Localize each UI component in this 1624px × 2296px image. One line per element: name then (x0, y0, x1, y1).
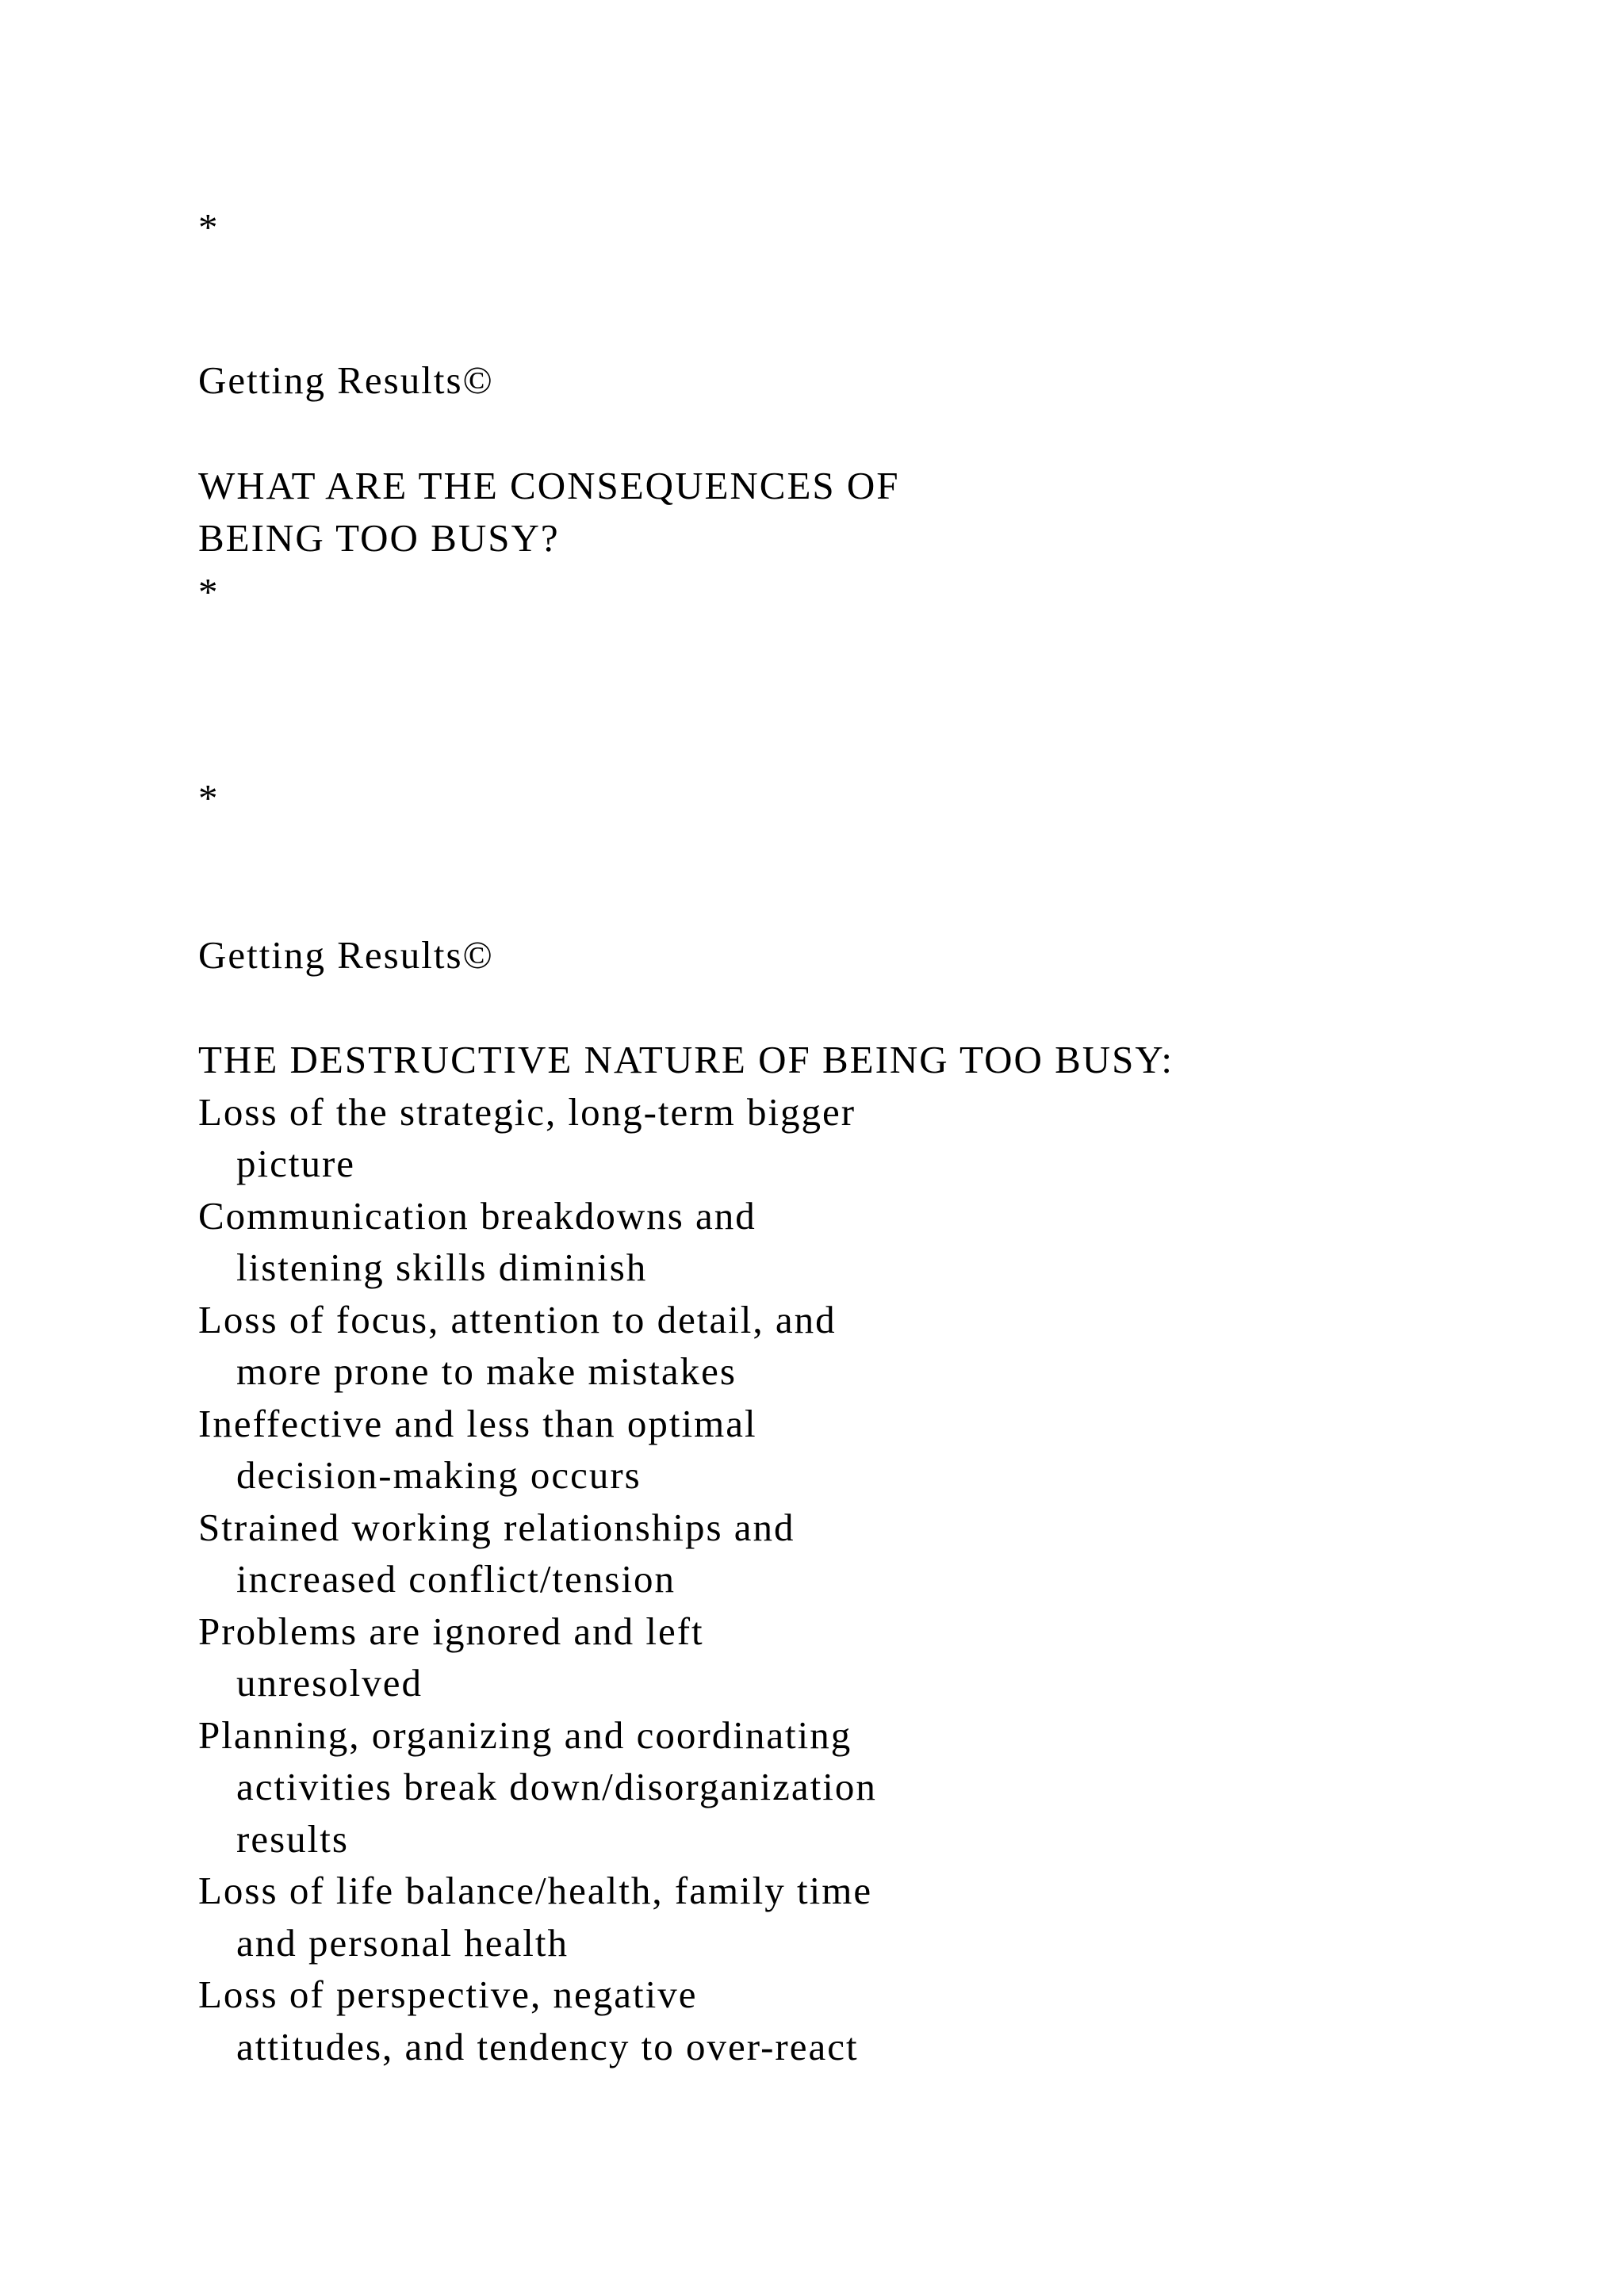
list-item-line: Loss of life balance/health, family time (198, 1869, 873, 1912)
slide-marker: * (198, 205, 220, 249)
list-item-line: and personal health (236, 1921, 569, 1965)
list-item-line: increased conflict/tension (236, 1557, 676, 1601)
slide-marker: * (198, 776, 220, 820)
list-item-line: picture (236, 1142, 356, 1185)
slide-header: Getting Results© (198, 358, 494, 402)
slide-title-line: WHAT ARE THE CONSEQUENCES OF (198, 464, 900, 507)
list-item-line: Problems are ignored and left (198, 1609, 704, 1653)
list-item-line: activities break down/disorganization (236, 1765, 877, 1808)
slide-marker: * (198, 570, 220, 614)
list-item-line: listening skills diminish (236, 1246, 648, 1289)
list-item-line: Loss of focus, attention to detail, and (198, 1298, 837, 1341)
list-item-line: more prone to make mistakes (236, 1349, 737, 1393)
list-item-line: unresolved (236, 1661, 423, 1705)
list-item-line: decision-making occurs (236, 1453, 642, 1497)
list-item-line: attitudes, and tendency to over-react (236, 2025, 859, 2068)
list-item-line: Ineffective and less than optimal (198, 1402, 757, 1445)
list-item-line: Communication breakdowns and (198, 1194, 756, 1238)
list-item-line: Strained working relationships and (198, 1506, 795, 1549)
slide-title: THE DESTRUCTIVE NATURE OF BEING TOO BUSY: (198, 1038, 1174, 1081)
list-item-line: Loss of the strategic, long-term bigger (198, 1090, 856, 1134)
list-item-line: Loss of perspective, negative (198, 1973, 698, 2016)
slide-title-line: BEING TOO BUSY? (198, 516, 560, 560)
list-item-line: results (236, 1817, 349, 1861)
slide-header: Getting Results© (198, 933, 494, 977)
list-item-line: Planning, organizing and coordinating (198, 1713, 852, 1757)
